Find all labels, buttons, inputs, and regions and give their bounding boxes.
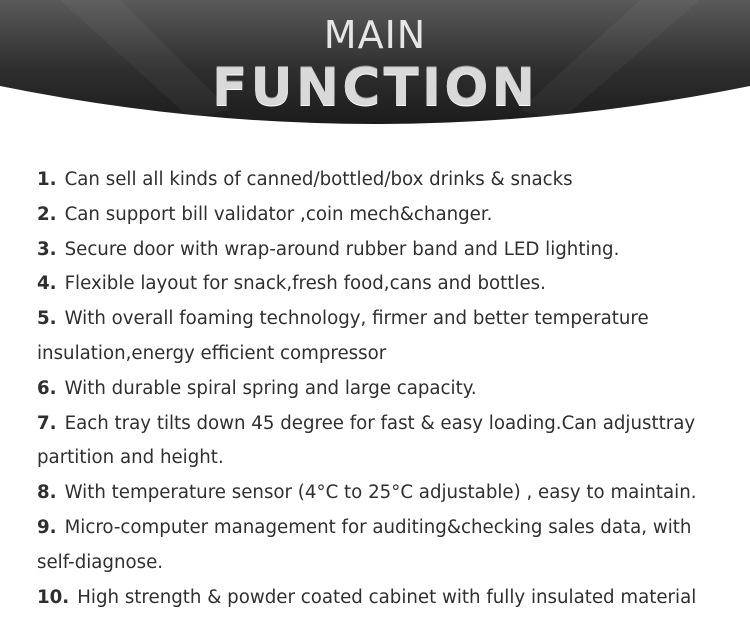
title-main: MAIN	[323, 13, 427, 57]
feature-text: With overall foaming technology, firmer and better temperature	[64, 308, 649, 330]
feature-number: 10.	[37, 586, 70, 608]
feature-number: 4.	[37, 273, 57, 295]
feature-text: Each tray tilts down 45 degree for fast & easy loading.Can adjusttray	[64, 412, 696, 434]
feature-item-line	[37, 233, 737, 268]
feature-text: High strength & powder coated cabinet with fully insulated material	[77, 586, 697, 608]
feature-number: 6.	[37, 377, 57, 399]
feature-item-line	[37, 511, 737, 546]
feature-item-line	[37, 302, 737, 337]
feature-item-line	[37, 581, 737, 616]
feature-text: self-diagnose.	[37, 551, 164, 573]
feature-text: insulation,energy efficient compressor	[37, 342, 387, 364]
feature-item-line	[37, 267, 737, 302]
feature-number: 5.	[37, 308, 57, 330]
feature-text: With durable spiral spring and large capacity.	[64, 377, 477, 399]
header-banner	[0, 0, 750, 140]
feature-item-line	[37, 337, 737, 372]
feature-text: Micro-computer management for auditing&checking sales data, with	[64, 516, 692, 538]
feature-number: 3.	[37, 238, 57, 260]
feature-text: Flexible layout for snack,fresh food,cans and bottles.	[64, 273, 546, 295]
feature-number: 2.	[37, 203, 57, 225]
feature-text: Can support bill validator ,coin mech&changer.	[64, 203, 493, 225]
feature-item-line	[37, 441, 737, 476]
feature-item-line	[37, 407, 737, 442]
feature-text: With temperature sensor (4°C to 25°C adjustable) , easy to maintain.	[64, 482, 697, 504]
feature-list	[37, 163, 737, 615]
feature-number: 7.	[37, 412, 57, 434]
feature-item-line	[37, 372, 737, 407]
feature-item-line	[37, 198, 737, 233]
feature-text: Can sell all kinds of canned/bottled/box drinks & snacks	[64, 169, 573, 190]
feature-item-line	[37, 476, 737, 511]
feature-number: 1.	[37, 169, 57, 190]
feature-text: partition and height.	[37, 447, 224, 469]
feature-number: 9.	[37, 516, 57, 538]
feature-item-line	[37, 163, 737, 198]
feature-number: 8.	[37, 482, 57, 504]
title-function: FUNCTION	[212, 58, 538, 118]
feature-item-line	[37, 546, 737, 581]
feature-text: Secure door with wrap-around rubber band and LED lighting.	[64, 238, 620, 260]
